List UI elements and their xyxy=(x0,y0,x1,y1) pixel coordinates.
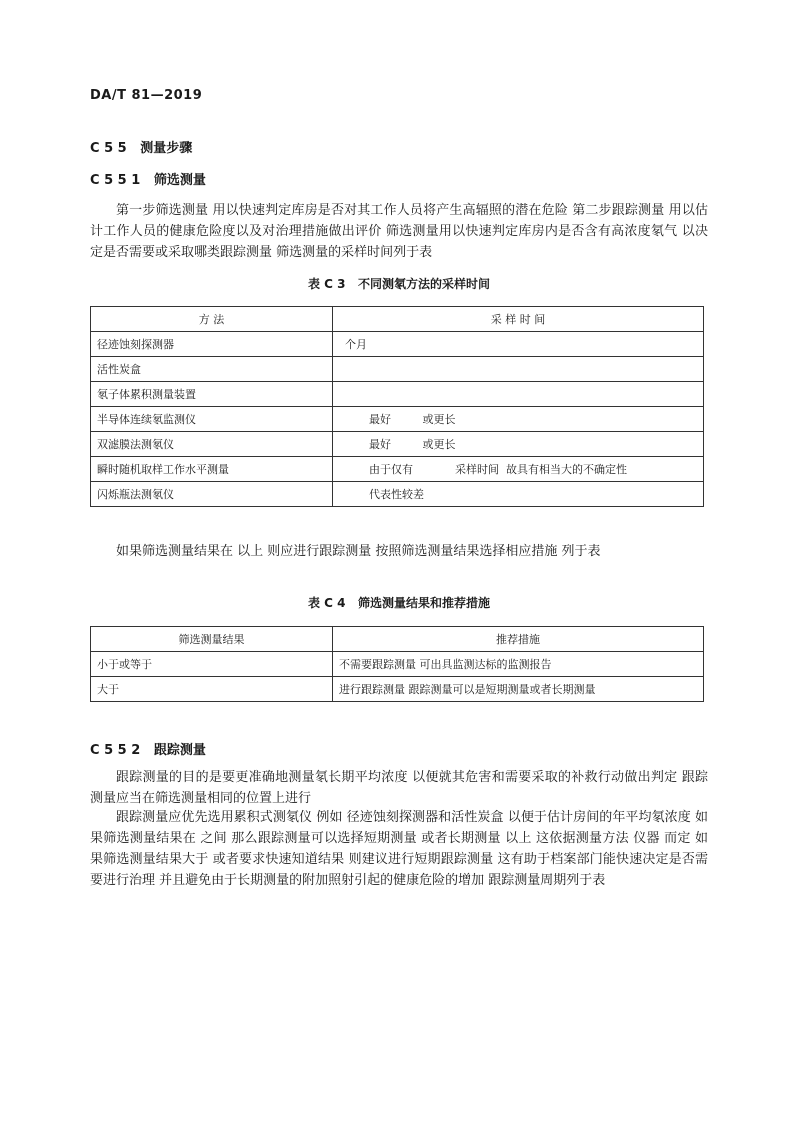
section-c551-heading xyxy=(90,169,206,188)
paragraph-screening: 第一步筛选测量 用以快速判定库房是否对其工作人员将产生高辐照的潜在危险 第二步跟踪测量 用以估计工作人员的健康危险度以及对治理措施做出评价 筛选测量用以快速判定库房内是否含有高浓度氡气 以决定是否需要或采取哪类跟踪测量 筛选测量的采样时间列于表 xyxy=(90,203,708,260)
table-header-cell: 筛选测量结果 xyxy=(91,627,333,652)
table-row xyxy=(91,357,704,382)
section-c552-heading xyxy=(90,739,206,758)
table-row xyxy=(91,332,704,357)
time-cell: 个月 xyxy=(333,332,704,357)
table-row xyxy=(91,482,704,507)
method-cell: 径迹蚀刻探测器 xyxy=(91,332,333,357)
time-cell xyxy=(333,382,704,407)
paragraph-tracking-method: 跟踪测量应优先选用累积式测氡仪 例如 径迹蚀刻探测器和活性炭盒 以便于估计房间的年平均氡浓度 如果筛选测量结果在 之间 那么跟踪测量可以选择短期测量 或者长期测量 以上 这依据测量方法 仪器 而定 如果筛选测量结果大于 或者要求快速知道结果 则建议进行短期跟踪测量 这有助于档案部门能快速决定是否需要进行治理 并且避免由于长期测量的附加照射引起的健康危险的增加 跟踪测量周期列于表 xyxy=(90,810,708,888)
method-cell: 瞬时随机取样工作水平测量 xyxy=(91,457,333,482)
table-row xyxy=(91,457,704,482)
table-row xyxy=(91,432,704,457)
time-cell: 最好 或更长 xyxy=(333,432,704,457)
table-header-row xyxy=(91,627,704,652)
section-number: C 5 5 2 xyxy=(90,743,141,758)
time-cell: 最好 或更长 xyxy=(333,407,704,432)
table-c4-caption: 表 C 4 筛选测量结果和推荐措施 xyxy=(307,596,491,610)
table-row xyxy=(91,652,704,677)
result-cell: 大于 xyxy=(91,677,333,702)
paragraph-tracking-purpose: 跟踪测量的目的是要更准确地测量氡长期平均浓度 以便就其危害和需要采取的补救行动做出判定 跟踪测量应当在筛选测量相同的位置上进行 xyxy=(90,770,708,806)
method-cell: 氡子体累积测量装置 xyxy=(91,382,333,407)
section-title: 跟踪测量 xyxy=(153,743,206,758)
table-c3 xyxy=(90,306,704,507)
section-number: C 5 5 xyxy=(90,141,127,156)
measure-cell: 进行跟踪测量 跟踪测量可以是短期测量或者长期测量 xyxy=(333,677,704,702)
table-header-cell: 推荐措施 xyxy=(333,627,704,652)
measure-cell: 不需要跟踪测量 可出具监测达标的监测报告 xyxy=(333,652,704,677)
result-cell: 小于或等于 xyxy=(91,652,333,677)
table-header-cell: 采 样 时 间 xyxy=(333,307,704,332)
time-cell: 代表性较差 xyxy=(333,482,704,507)
method-cell: 闪烁瓶法测氡仪 xyxy=(91,482,333,507)
section-title: 测量步骤 xyxy=(140,141,193,156)
section-c55-heading xyxy=(90,137,192,156)
section-title: 筛选测量 xyxy=(153,173,206,188)
table-c4 xyxy=(90,626,704,702)
method-cell: 半导体连续氡监测仪 xyxy=(91,407,333,432)
time-cell xyxy=(333,357,704,382)
table-header-cell: 方 法 xyxy=(91,307,333,332)
method-cell: 活性炭盒 xyxy=(91,357,333,382)
table-row xyxy=(91,407,704,432)
table-row xyxy=(91,677,704,702)
document-code: DA/T 81—2019 xyxy=(90,88,203,103)
table-header-row xyxy=(91,307,704,332)
table-row xyxy=(91,382,704,407)
paragraph-followup-threshold: 如果筛选测量结果在 以上 则应进行跟踪测量 按照筛选测量结果选择相应措施 列于表 xyxy=(116,544,601,559)
method-cell: 双滤膜法测氡仪 xyxy=(91,432,333,457)
time-cell: 由于仅有 采样时间 故具有相当大的不确定性 xyxy=(333,457,704,482)
section-number: C 5 5 1 xyxy=(90,173,141,188)
table-c3-caption: 表 C 3 不同测氡方法的采样时间 xyxy=(307,277,491,291)
